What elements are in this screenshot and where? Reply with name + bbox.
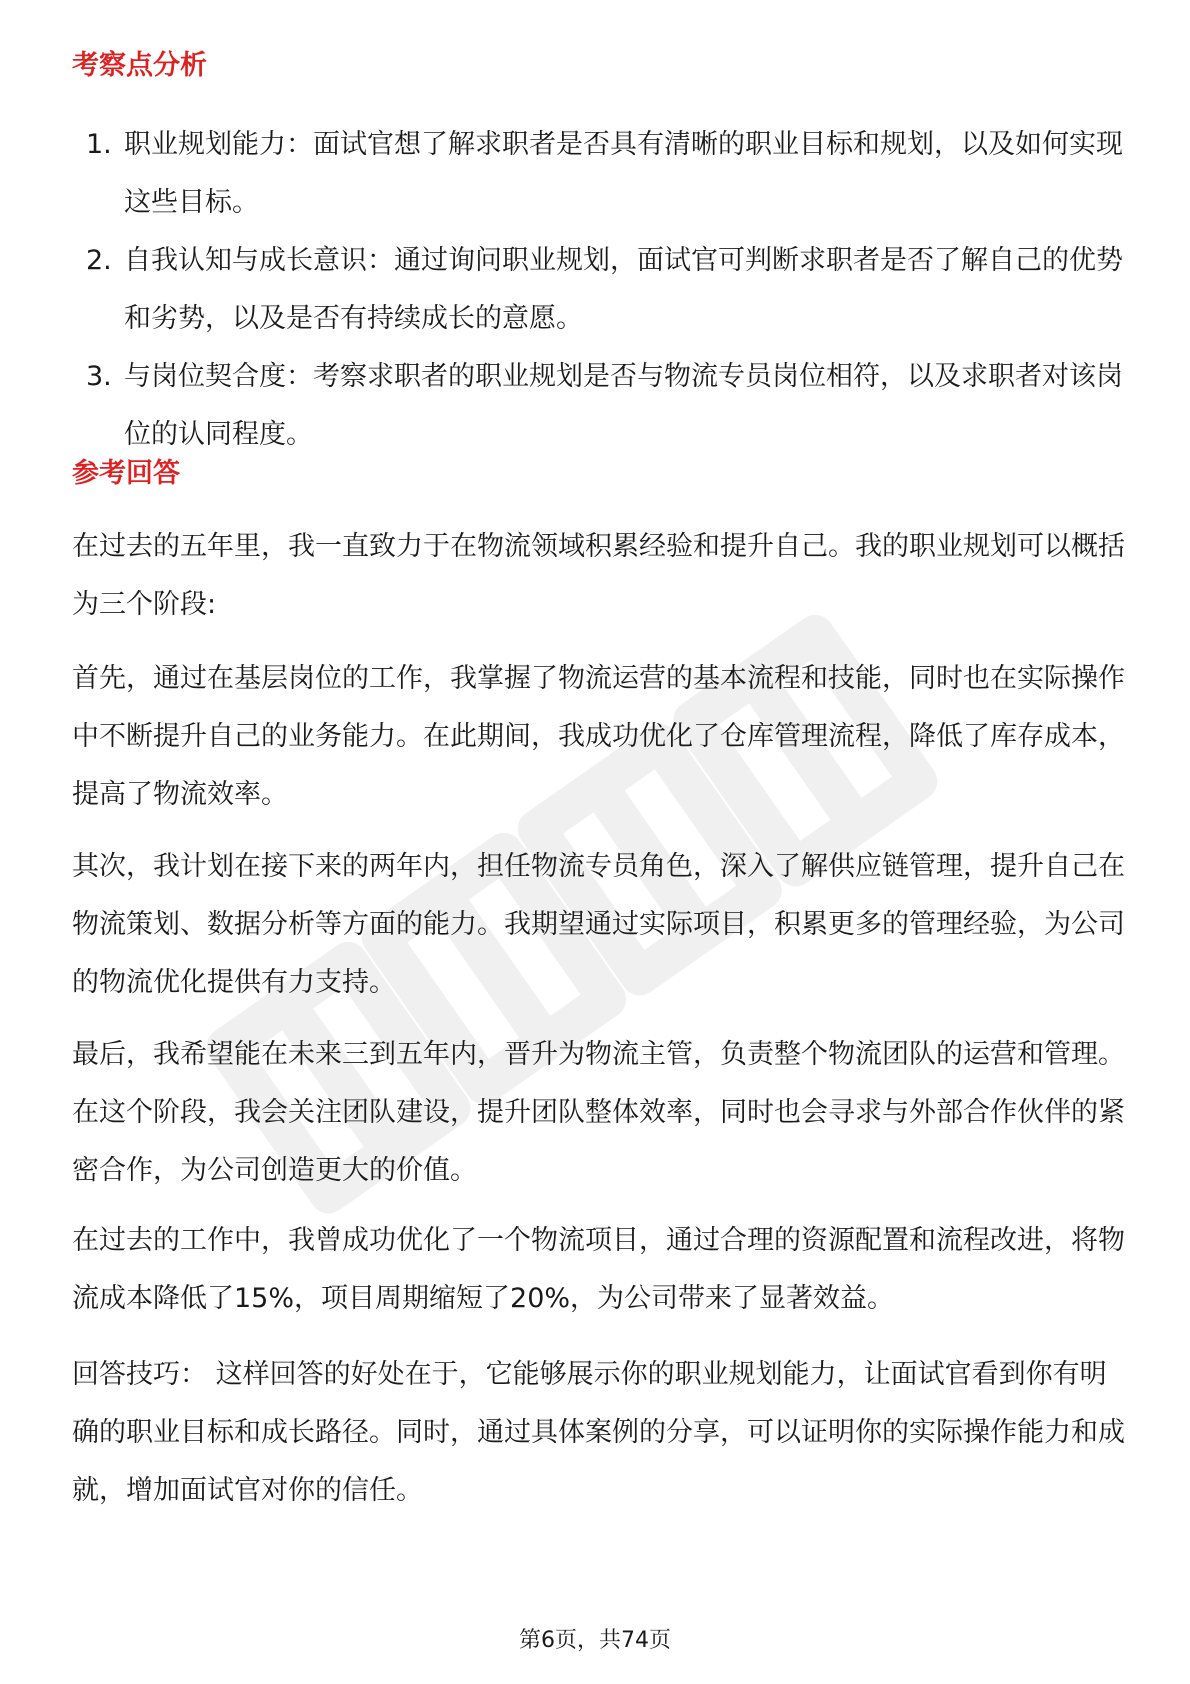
answer-paragraph-project: 在过去的工作中，我曾成功优化了一个物流项目，通过合理的资源配置和流程改进，将物流成本降低了15%，项目周期缩短了20%，为公司带来了显著效益。	[72, 1225, 1125, 1314]
list-item-text: 自我认知与成长意识：通过询问职业规划，面试官可判断求职者是否了解自己的优势和劣势，以及是否有持续成长的意愿。	[124, 245, 1123, 334]
list-item	[72, 116, 1132, 232]
answer-tip-paragraph: 回答技巧： 这样回答的好处在于，它能够展示你的职业规划能力，让面试官看到你有明确的职业目标和成长路径。同时，通过具体案例的分享，可以证明你的实际操作能力和成就，增加面试官对你的信任。	[72, 1359, 1125, 1506]
answer-paragraph-first: 首先，通过在基层岗位的工作，我掌握了物流运营的基本流程和技能，同时也在实际操作中不断提升自己的业务能力。在此期间，我成功优化了仓库管理流程，降低了库存成本，提高了物流效率。	[72, 663, 1125, 810]
section-title-analysis: 考察点分析	[72, 50, 207, 81]
list-item-text: 与岗位契合度：考察求职者的职业规划是否与物流专员岗位相符，以及求职者对该岗位的认同程度。	[124, 361, 1123, 450]
list-item-number: 2.	[86, 245, 112, 276]
answer-paragraph-second: 其次，我计划在接下来的两年内，担任物流专员角色，深入了解供应链管理，提升自己在物流策划、数据分析等方面的能力。我期望通过实际项目，积累更多的管理经验，为公司的物流优化提供有力支持。	[72, 851, 1125, 998]
answer-paragraph-third: 最后，我希望能在未来三到五年内，晋升为物流主管，负责整个物流团队的运营和管理。在这个阶段，我会关注团队建设，提升团队整体效率，同时也会寻求与外部合作伙伴的紧密合作，为公司创造更大的价值。	[72, 1039, 1125, 1186]
answer-paragraph-intro: 在过去的五年里，我一直致力于在物流领域积累经验和提升自己。我的职业规划可以概括为三个阶段:	[72, 531, 1125, 620]
page-number-footer: 第6页，共74页	[519, 1628, 671, 1653]
list-item-text: 职业规划能力：面试官想了解求职者是否具有清晰的职业目标和规划，以及如何实现这些目标。	[124, 129, 1123, 218]
section-title-answer: 参考回答	[72, 458, 180, 489]
list-item	[72, 232, 1132, 348]
analysis-list	[72, 116, 1132, 464]
list-item	[72, 348, 1132, 464]
list-item-number: 3.	[86, 361, 112, 392]
list-item-number: 1.	[86, 129, 112, 160]
